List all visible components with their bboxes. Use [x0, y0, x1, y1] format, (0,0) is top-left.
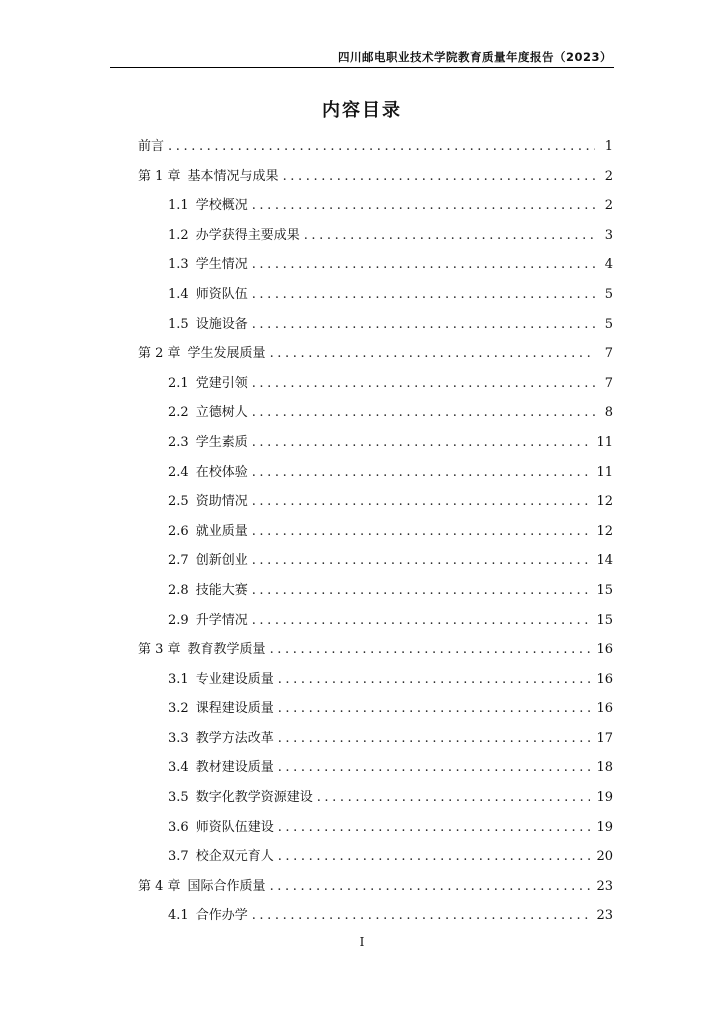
toc-entry-number: 2.8	[168, 582, 189, 598]
toc-section-entry[interactable]	[138, 458, 613, 488]
toc-entry-title: 学生素质	[195, 434, 248, 450]
toc-entry-label	[168, 576, 252, 606]
table-of-contents	[138, 132, 613, 931]
toc-entry-label	[168, 487, 252, 517]
toc-entry-page: 11	[596, 434, 613, 450]
toc-entry-page: 16	[596, 671, 613, 687]
toc-section-entry[interactable]	[138, 250, 613, 280]
toc-entry-number: 第 1 章	[138, 168, 181, 184]
toc-entry-title: 升学情况	[195, 612, 248, 628]
toc-entry-title: 创新创业	[195, 553, 248, 569]
toc-entry-number: 2.4	[168, 464, 189, 480]
toc-dot-leader	[252, 517, 591, 547]
toc-dot-leader	[168, 132, 595, 162]
toc-entry-title: 基本情况与成果	[187, 168, 279, 184]
toc-section-entry[interactable]	[138, 813, 613, 843]
toc-entry-number: 1.5	[168, 316, 189, 332]
toc-dot-leader	[278, 724, 591, 754]
toc-entry-number: 3.2	[168, 701, 189, 717]
toc-chapter-entry[interactable]	[138, 635, 613, 665]
toc-entry-title: 数字化教学资源建设	[195, 790, 313, 806]
toc-dot-leader	[278, 813, 591, 843]
toc-entry-title: 教材建设质量	[195, 760, 274, 776]
toc-entry-title: 师资队伍建设	[195, 819, 274, 835]
toc-entry-title: 校企双元育人	[195, 849, 274, 865]
toc-entry-number: 2.1	[168, 375, 189, 391]
toc-section-entry[interactable]	[138, 280, 613, 310]
toc-entry-title: 师资队伍	[195, 286, 248, 302]
running-header: 四川邮电职业技术学院教育质量年度报告（2023）	[337, 50, 612, 64]
toc-entry-title: 合作办学	[195, 908, 248, 924]
toc-entry-title: 国际合作质量	[187, 878, 266, 894]
toc-entry-label	[168, 191, 252, 221]
toc-section-entry[interactable]	[138, 576, 613, 606]
toc-entry-page: 1	[604, 139, 613, 154]
toc-entry-page: 18	[596, 760, 613, 776]
toc-entry-page: 5	[604, 286, 613, 302]
toc-entry-label	[168, 428, 252, 458]
toc-section-entry[interactable]	[138, 606, 613, 636]
toc-entry-label	[168, 546, 252, 576]
toc-section-entry[interactable]	[138, 517, 613, 547]
toc-dot-leader	[270, 635, 591, 665]
toc-entry-title: 资助情况	[195, 494, 248, 510]
toc-entry-number: 2.6	[168, 523, 189, 539]
toc-entry-number: 3.1	[168, 671, 189, 687]
toc-dot-leader	[252, 369, 595, 399]
toc-section-entry[interactable]	[138, 842, 613, 872]
toc-entry-label	[168, 842, 278, 872]
toc-entry-page: 12	[596, 523, 613, 539]
toc-dot-leader	[278, 753, 591, 783]
toc-section-entry[interactable]	[138, 428, 613, 458]
toc-dot-leader	[252, 280, 595, 310]
toc-entry-number: 1.2	[168, 227, 189, 243]
toc-entry-number: 1.3	[168, 257, 189, 273]
toc-section-entry[interactable]	[138, 221, 613, 251]
toc-entry-title: 立德树人	[195, 405, 248, 421]
toc-entry-title: 学生情况	[195, 257, 248, 273]
toc-entry-label	[168, 398, 252, 428]
toc-title: 内容目录	[322, 100, 402, 121]
toc-entry-title: 办学获得主要成果	[195, 227, 300, 243]
toc-entry-label	[168, 901, 252, 931]
toc-dot-leader	[252, 191, 595, 221]
toc-entry-label	[168, 606, 252, 636]
toc-entry-page: 11	[596, 464, 613, 480]
toc-dot-leader	[252, 398, 595, 428]
toc-entry-number: 第 4 章	[138, 878, 181, 894]
toc-section-entry[interactable]	[138, 398, 613, 428]
toc-entry-title: 教育教学质量	[187, 642, 266, 658]
page-number: I	[359, 935, 365, 949]
toc-entry-number: 1.4	[168, 286, 189, 302]
toc-entry-page: 23	[596, 908, 613, 924]
toc-chapter-entry[interactable]	[138, 162, 613, 192]
toc-entry-page: 16	[596, 701, 613, 717]
toc-entry-number: 3.5	[168, 790, 189, 806]
toc-entry-title: 设施设备	[195, 316, 248, 332]
toc-entry-number: 1.1	[168, 198, 189, 214]
toc-section-entry[interactable]	[138, 694, 613, 724]
toc-entry-title: 前言	[138, 139, 165, 154]
toc-entry-number: 2.7	[168, 553, 189, 569]
toc-entry-number: 3.6	[168, 819, 189, 835]
toc-section-entry[interactable]	[138, 753, 613, 783]
toc-entry-number: 3.3	[168, 730, 189, 746]
toc-entry-label	[138, 872, 270, 902]
toc-dot-leader	[252, 458, 591, 488]
toc-entry-page: 19	[596, 790, 613, 806]
toc-entry-page: 17	[596, 730, 613, 746]
toc-dot-leader	[270, 339, 595, 369]
toc-entry-title: 就业质量	[195, 523, 248, 539]
toc-dot-leader	[252, 901, 591, 931]
toc-dot-leader	[278, 665, 591, 695]
toc-entry-title: 在校体验	[195, 464, 248, 480]
toc-entry-label	[168, 458, 252, 488]
toc-entry-page: 23	[596, 878, 613, 894]
toc-entry-label	[168, 280, 252, 310]
toc-entry-page: 5	[604, 316, 613, 332]
toc-dot-leader	[278, 694, 591, 724]
toc-entry-page: 15	[596, 582, 613, 598]
toc-entry-number: 3.4	[168, 760, 189, 776]
toc-entry-page: 20	[596, 849, 613, 865]
toc-entry-page: 19	[596, 819, 613, 835]
toc-entry-label	[138, 339, 270, 369]
toc-entry-label	[168, 221, 304, 251]
toc-entry-title: 专业建设质量	[195, 671, 274, 687]
toc-section-entry[interactable]	[138, 665, 613, 695]
toc-dot-leader	[278, 842, 591, 872]
toc-entry-page: 8	[604, 405, 613, 421]
toc-entry-label	[138, 132, 168, 162]
toc-entry-page: 12	[596, 494, 613, 510]
toc-entry-number: 2.9	[168, 612, 189, 628]
toc-section-entry[interactable]	[138, 901, 613, 931]
toc-section-entry[interactable]	[138, 310, 613, 340]
toc-chapter-entry[interactable]	[138, 872, 613, 902]
toc-dot-leader	[270, 872, 591, 902]
toc-entry-label	[138, 162, 283, 192]
toc-entry-label	[168, 694, 278, 724]
toc-chapter-entry[interactable]	[138, 339, 613, 369]
toc-section-entry[interactable]	[138, 546, 613, 576]
toc-entry-page: 4	[604, 257, 613, 273]
toc-entry-page: 7	[604, 375, 613, 391]
toc-dot-leader	[283, 162, 595, 192]
toc-entry-page: 14	[596, 553, 613, 569]
toc-entry-label	[168, 753, 278, 783]
header-rule	[110, 67, 614, 68]
toc-entry-label	[168, 665, 278, 695]
toc-entry-label	[168, 250, 252, 280]
toc-entry-label	[168, 783, 317, 813]
toc-entry-label	[138, 635, 270, 665]
toc-dot-leader	[252, 546, 591, 576]
toc-dot-leader	[252, 310, 595, 340]
toc-section-entry[interactable]	[138, 369, 613, 399]
toc-entry-label	[168, 517, 252, 547]
toc-entry-title: 教学方法改革	[195, 730, 274, 746]
toc-entry-title: 技能大赛	[195, 582, 248, 598]
toc-entry-label	[168, 310, 252, 340]
toc-entry-number: 第 2 章	[138, 346, 181, 362]
toc-entry-page: 16	[596, 642, 613, 658]
toc-section-entry[interactable]	[138, 783, 613, 813]
toc-entry-page: 7	[604, 346, 613, 362]
toc-entry-title: 党建引领	[195, 375, 248, 391]
toc-entry-number: 第 3 章	[138, 642, 181, 658]
toc-entry-number: 2.5	[168, 494, 189, 510]
toc-entry-title: 学校概况	[195, 198, 248, 214]
toc-entry-number: 2.3	[168, 434, 189, 450]
toc-entry-page: 15	[596, 612, 613, 628]
toc-entry-page: 2	[604, 168, 613, 184]
toc-entry-number: 2.2	[168, 405, 189, 421]
toc-entry-page: 2	[604, 198, 613, 214]
toc-entry-title: 课程建设质量	[195, 701, 274, 717]
toc-entry-label	[168, 813, 278, 843]
toc-section-entry[interactable]	[138, 487, 613, 517]
toc-entry-label	[168, 369, 252, 399]
toc-dot-leader	[317, 783, 591, 813]
toc-entry-page: 3	[604, 227, 613, 243]
toc-dot-leader	[252, 250, 595, 280]
toc-entry-title: 学生发展质量	[187, 346, 266, 362]
toc-entry-label	[168, 724, 278, 754]
toc-chapter-entry[interactable]	[138, 132, 613, 162]
toc-dot-leader	[252, 576, 591, 606]
toc-section-entry[interactable]	[138, 191, 613, 221]
toc-dot-leader	[252, 606, 591, 636]
toc-entry-number: 3.7	[168, 849, 189, 865]
toc-dot-leader	[252, 428, 591, 458]
toc-dot-leader	[304, 221, 595, 251]
toc-dot-leader	[252, 487, 591, 517]
toc-section-entry[interactable]	[138, 724, 613, 754]
toc-entry-number: 4.1	[168, 908, 189, 924]
